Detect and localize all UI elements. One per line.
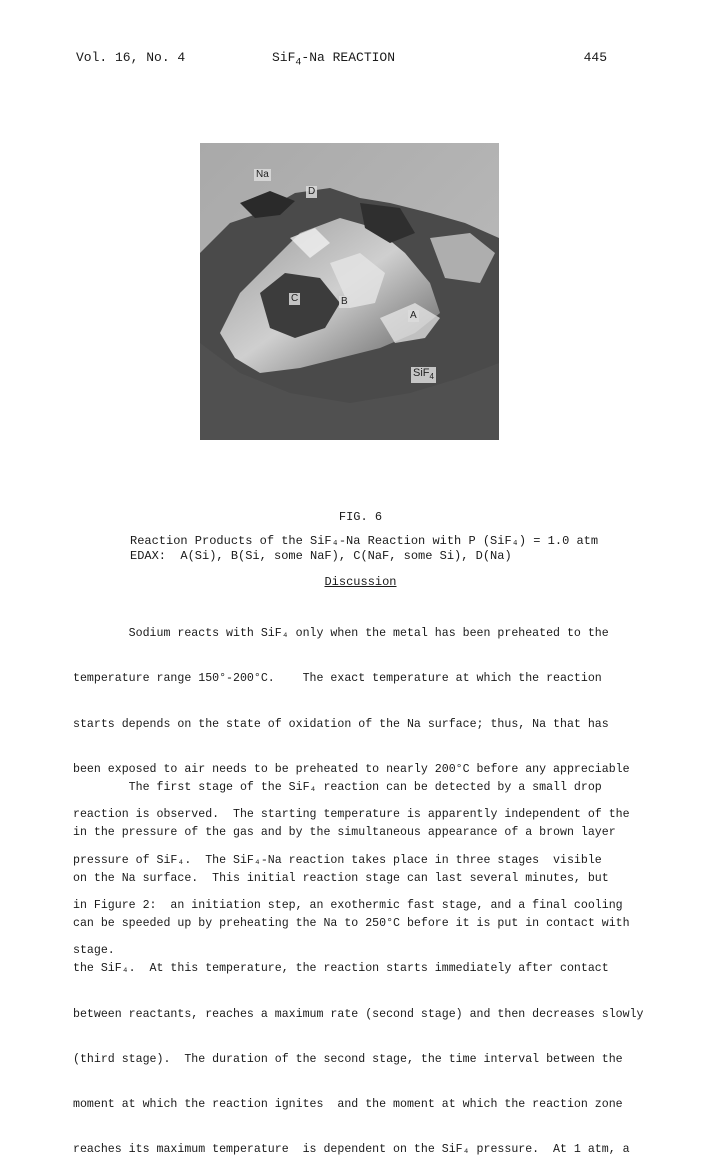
label-c: C (291, 293, 299, 304)
label-b: B (341, 296, 348, 307)
text-line: moment at which the reaction ignites and the moment at which the reaction zone (73, 1098, 623, 1112)
text-line: in the pressure of the gas and by the simultaneous appearance of a brown layer (73, 826, 616, 840)
running-title-prefix: SiF (272, 50, 296, 65)
label-a: A (410, 310, 417, 321)
text-line: Sodium reacts with SiF₄ only when the metal has been preheated to the (73, 627, 609, 641)
caption-line-2: EDAX: A(Si), B(Si, some NaF), C(NaF, some Si), D(Na) (130, 549, 512, 563)
figure-caption (130, 534, 598, 564)
discussion-paragraph-2 (73, 750, 653, 1173)
text-line: stage. (73, 944, 115, 958)
page-number: 445 (583, 50, 607, 65)
section-heading-text: Discussion (324, 575, 397, 589)
page-header (72, 50, 629, 70)
text-line: on the Na surface. This initial reaction stage can last several minutes, but (73, 871, 609, 885)
text-line: The first stage of the SiF₄ reaction can be detected by a small drop (73, 781, 602, 795)
text-line: in Figure 2: an initiation step, an exothermic fast stage, and a final cooling (73, 898, 623, 912)
micrograph-image (200, 143, 499, 440)
section-heading (0, 575, 701, 589)
journal-volume: Vol. 16, No. 4 (76, 50, 186, 65)
running-title-subscript: 4 (295, 57, 302, 69)
text-line: pressure of SiF₄. The SiF₄-Na reaction takes place in three stages visible (73, 853, 602, 867)
text-line: been exposed to air needs to be preheated to nearly 200°C before any appreciable (73, 763, 630, 777)
label-sif4-prefix: SiF (413, 367, 430, 379)
caption-line-1: Reaction Products of the SiF₄-Na Reaction with P (SiF₄) = 1.0 atm (130, 534, 599, 548)
label-na: Na (256, 169, 269, 180)
text-line: between reactants, reaches a maximum rate (second stage) and then decreases slowly (73, 1007, 644, 1021)
micrograph-figure (200, 143, 499, 440)
text-line: starts depends on the state of oxidation of the Na surface; thus, Na that has (73, 717, 609, 731)
figure-number: FIG. 6 (338, 510, 383, 524)
text-line: can be speeded up by preheating the Na to 250°C before it is put in contact with (73, 917, 630, 931)
text-line: temperature range 150°-200°C. The exact temperature at which the reaction (73, 672, 602, 686)
text-line: the SiF₄. At this temperature, the reaction starts immediately after contact (73, 962, 609, 976)
running-title (272, 50, 395, 69)
running-title-suffix: -Na REACTION (301, 50, 396, 65)
text-line: reaches its maximum temperature is dependent on the SiF₄ pressure. At 1 atm, a (73, 1143, 630, 1157)
label-d: D (308, 186, 316, 197)
text-line: reaction is observed. The starting temperature is apparently independent of the (73, 808, 630, 822)
label-sif4-subscript: 4 (429, 372, 434, 382)
text-line: (third stage). The duration of the second stage, the time interval between the (73, 1052, 623, 1066)
label-sif4 (411, 367, 436, 383)
